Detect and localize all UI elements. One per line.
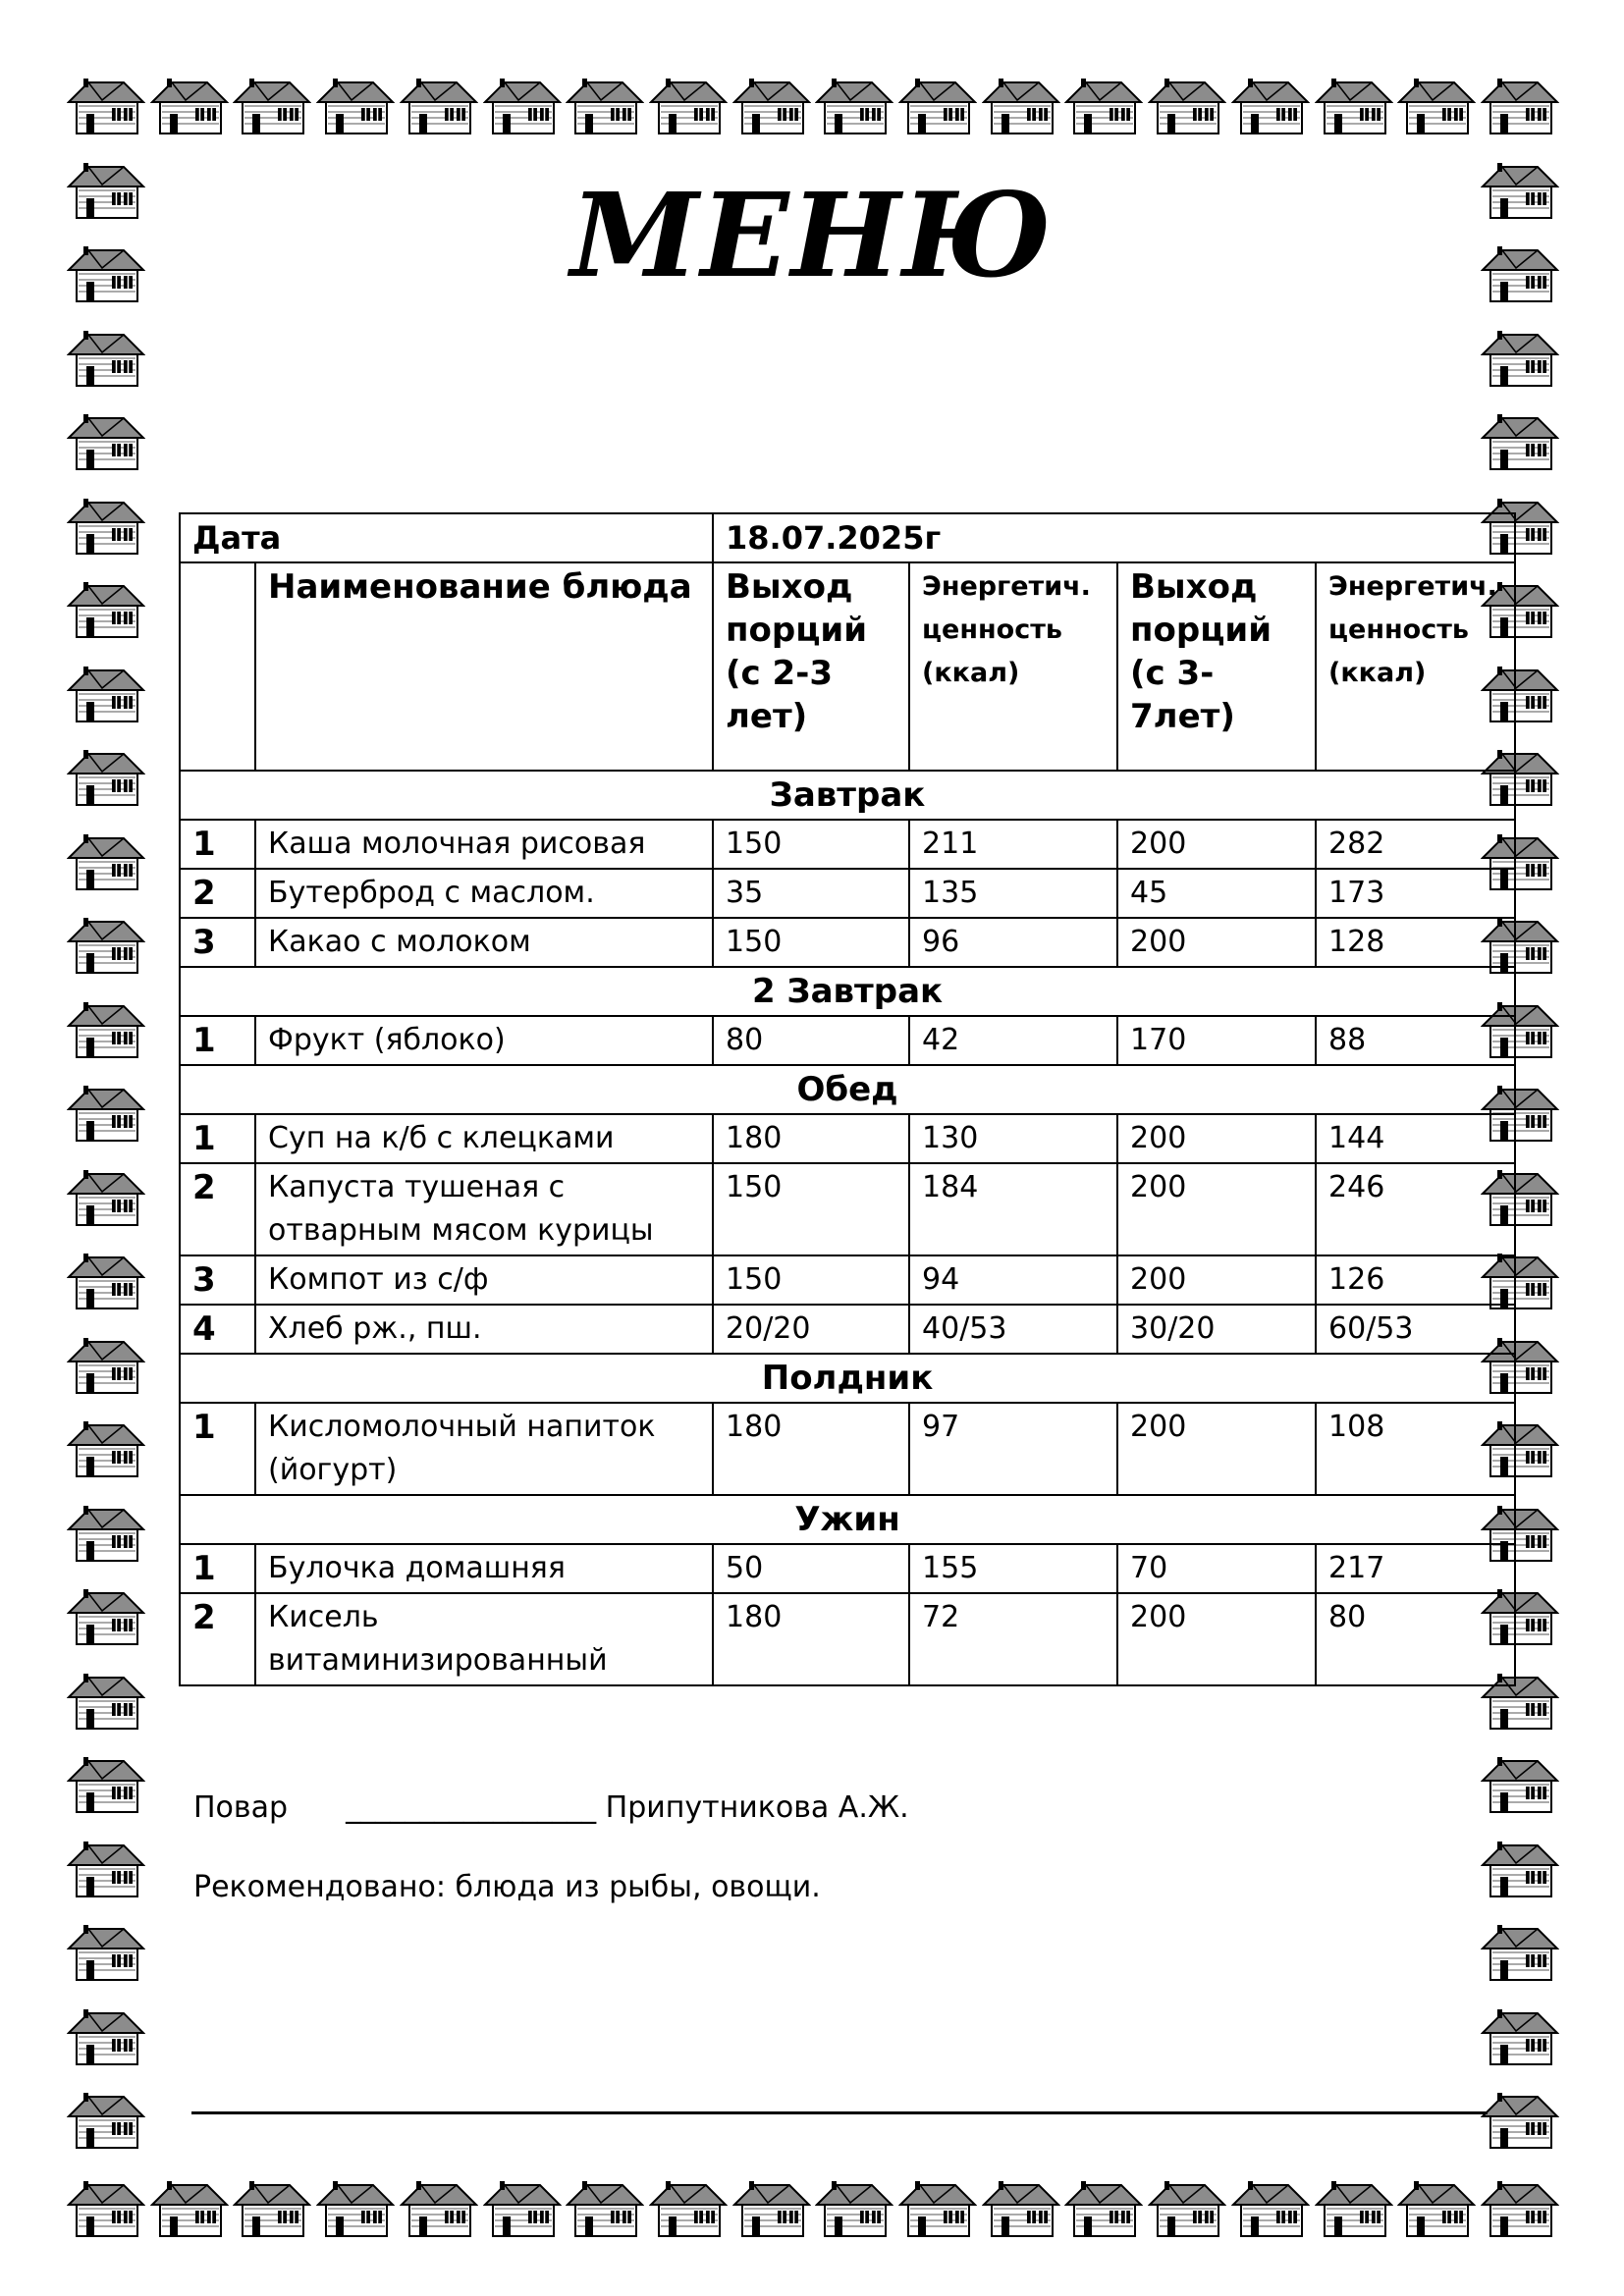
house-icon (898, 2179, 977, 2238)
yield-2-3: 150 (713, 918, 909, 967)
house-icon (1397, 2179, 1476, 2238)
energy-3-7: 60/53 (1316, 1305, 1515, 1354)
dish-name: Капуста тушеная с отварным мясом курицы (255, 1163, 713, 1255)
house-icon (67, 1840, 145, 1898)
house-icon (1481, 2091, 1559, 2150)
row-number: 1 (180, 1403, 255, 1495)
house-icon (400, 2179, 478, 2238)
house-icon (67, 497, 145, 556)
table-row (180, 1163, 1515, 1255)
header-dish: Наименование блюда (255, 562, 713, 771)
recommendation: Рекомендовано: блюда из рыбы, овощи. (193, 1870, 821, 1904)
house-icon (1481, 1755, 1559, 1814)
date-row (180, 513, 1515, 562)
cook-signature-line: _________________ (346, 1790, 597, 1825)
yield-3-7: 200 (1117, 1114, 1316, 1163)
menu-table (179, 512, 1516, 1686)
energy-2-3: 96 (909, 918, 1117, 967)
header-energy-2-3: Энергетич. ценность (ккал) (909, 562, 1117, 771)
header-num-cell (180, 562, 255, 771)
row-number: 1 (180, 1544, 255, 1593)
house-icon (67, 77, 145, 135)
yield-3-7: 45 (1117, 869, 1316, 918)
energy-3-7: 88 (1316, 1016, 1515, 1065)
row-number: 4 (180, 1305, 255, 1354)
cook-label: Повар (193, 1790, 289, 1825)
energy-2-3: 135 (909, 869, 1117, 918)
yield-2-3: 180 (713, 1114, 909, 1163)
house-icon (67, 665, 145, 723)
yield-3-7: 200 (1117, 820, 1316, 869)
yield-3-7: 200 (1117, 1255, 1316, 1305)
cook-name: Припутникова А.Ж. (605, 1790, 909, 1825)
yield-2-3: 150 (713, 1255, 909, 1305)
row-number: 1 (180, 820, 255, 869)
house-icon (732, 2179, 811, 2238)
energy-3-7: 126 (1316, 1255, 1515, 1305)
house-icon (233, 2179, 311, 2238)
house-icon (732, 77, 811, 135)
header-row (180, 562, 1515, 771)
house-icon (1397, 77, 1476, 135)
page-title: МЕНЮ (570, 167, 1054, 303)
date-label: Дата (180, 513, 713, 562)
table-row (180, 1016, 1515, 1065)
row-number: 3 (180, 1255, 255, 1305)
dish-name: Компот из с/ф (255, 1255, 713, 1305)
yield-2-3: 150 (713, 1163, 909, 1255)
section-title: Обед (180, 1065, 1515, 1114)
yield-3-7: 170 (1117, 1016, 1316, 1065)
dish-name: Бутерброд с маслом. (255, 869, 713, 918)
house-icon (150, 2179, 229, 2238)
house-icon (316, 77, 395, 135)
house-icon (649, 77, 728, 135)
house-icon (67, 1672, 145, 1731)
house-icon (1231, 77, 1310, 135)
yield-2-3: 50 (713, 1544, 909, 1593)
energy-2-3: 130 (909, 1114, 1117, 1163)
header-yield-3-7: Выход порций (с 3-7лет) (1117, 562, 1316, 771)
energy-2-3: 211 (909, 820, 1117, 869)
energy-3-7: 217 (1316, 1544, 1515, 1593)
dish-name: Кисломолочный напиток (йогурт) (255, 1403, 713, 1495)
yield-2-3: 150 (713, 820, 909, 869)
house-icon (67, 1168, 145, 1227)
house-icon (1315, 77, 1393, 135)
energy-3-7: 282 (1316, 820, 1515, 869)
yield-2-3: 80 (713, 1016, 909, 1065)
section-title: Полдник (180, 1354, 1515, 1403)
section-title: 2 Завтрак (180, 967, 1515, 1016)
house-icon (483, 77, 562, 135)
energy-3-7: 246 (1316, 1163, 1515, 1255)
yield-3-7: 70 (1117, 1544, 1316, 1593)
house-icon (67, 748, 145, 807)
yield-2-3: 180 (713, 1403, 909, 1495)
yield-3-7: 30/20 (1117, 1305, 1316, 1354)
house-icon (67, 1504, 145, 1563)
energy-3-7: 108 (1316, 1403, 1515, 1495)
house-icon (316, 2179, 395, 2238)
house-icon (67, 1755, 145, 1814)
yield-3-7: 200 (1117, 918, 1316, 967)
house-icon (982, 2179, 1060, 2238)
bottom-rule (191, 2111, 1488, 2114)
yield-2-3: 180 (713, 1593, 909, 1685)
house-icon (67, 832, 145, 891)
table-row (180, 1255, 1515, 1305)
house-icon (1481, 1840, 1559, 1898)
energy-3-7: 128 (1316, 918, 1515, 967)
section-row (180, 1495, 1515, 1544)
house-icon (815, 2179, 893, 2238)
house-icon (67, 580, 145, 639)
section-row (180, 1065, 1515, 1114)
energy-2-3: 155 (909, 1544, 1117, 1593)
table-row (180, 820, 1515, 869)
dish-name: Фрукт (яблоко) (255, 1016, 713, 1065)
house-icon (649, 2179, 728, 2238)
house-icon (67, 2179, 145, 2238)
house-icon (150, 77, 229, 135)
house-icon (1481, 1923, 1559, 1982)
section-title: Ужин (180, 1495, 1515, 1544)
house-icon (815, 77, 893, 135)
table-row (180, 918, 1515, 967)
energy-3-7: 80 (1316, 1593, 1515, 1685)
cook-signature (193, 1789, 909, 1828)
energy-2-3: 97 (909, 1403, 1117, 1495)
energy-3-7: 144 (1316, 1114, 1515, 1163)
yield-3-7: 200 (1117, 1593, 1316, 1685)
house-icon (67, 1000, 145, 1059)
date-value: 18.07.2025г (713, 513, 1515, 562)
house-icon (982, 77, 1060, 135)
table-row (180, 869, 1515, 918)
house-icon (67, 1084, 145, 1143)
house-icon (1481, 2007, 1559, 2066)
house-icon (67, 1923, 145, 1982)
house-icon (1481, 329, 1559, 388)
house-icon (566, 77, 644, 135)
dish-name: Кисель витаминизированный (255, 1593, 713, 1685)
house-icon (67, 916, 145, 975)
energy-3-7: 173 (1316, 869, 1515, 918)
table-row (180, 1403, 1515, 1495)
house-icon (67, 329, 145, 388)
house-icon (483, 2179, 562, 2238)
yield-2-3: 20/20 (713, 1305, 909, 1354)
section-row (180, 967, 1515, 1016)
house-icon (1064, 2179, 1143, 2238)
yield-3-7: 200 (1117, 1163, 1316, 1255)
table-row (180, 1593, 1515, 1685)
energy-2-3: 40/53 (909, 1305, 1117, 1354)
dish-name: Каша молочная рисовая (255, 820, 713, 869)
row-number: 1 (180, 1016, 255, 1065)
dish-name: Какао с молоком (255, 918, 713, 967)
dish-name: Суп на к/б с клецками (255, 1114, 713, 1163)
house-icon (898, 77, 977, 135)
row-number: 2 (180, 1593, 255, 1685)
yield-3-7: 200 (1117, 1403, 1316, 1495)
house-icon (1064, 77, 1143, 135)
header-energy-3-7: Энергетич. ценность (ккал) (1316, 562, 1515, 771)
house-icon (67, 2007, 145, 2066)
dish-name: Булочка домашняя (255, 1544, 713, 1593)
row-number: 2 (180, 1163, 255, 1255)
section-row (180, 771, 1515, 820)
house-icon (67, 2091, 145, 2150)
house-icon (1481, 2179, 1559, 2238)
section-title: Завтрак (180, 771, 1515, 820)
house-icon (566, 2179, 644, 2238)
house-icon (400, 77, 478, 135)
energy-2-3: 72 (909, 1593, 1117, 1685)
house-icon (67, 1587, 145, 1646)
house-icon (67, 412, 145, 471)
row-number: 3 (180, 918, 255, 967)
row-number: 1 (180, 1114, 255, 1163)
dish-name: Хлеб рж., пш. (255, 1305, 713, 1354)
house-icon (1148, 77, 1226, 135)
table-row (180, 1114, 1515, 1163)
house-icon (233, 77, 311, 135)
yield-2-3: 35 (713, 869, 909, 918)
row-number: 2 (180, 869, 255, 918)
house-icon (1481, 412, 1559, 471)
house-icon (1231, 2179, 1310, 2238)
section-row (180, 1354, 1515, 1403)
house-icon (67, 1252, 145, 1310)
house-icon (1315, 2179, 1393, 2238)
house-icon (1148, 2179, 1226, 2238)
house-icon (67, 1419, 145, 1478)
table-row (180, 1305, 1515, 1354)
energy-2-3: 184 (909, 1163, 1117, 1255)
table-row (180, 1544, 1515, 1593)
house-icon (67, 1336, 145, 1395)
energy-2-3: 94 (909, 1255, 1117, 1305)
header-yield-2-3: Выход порций (с 2-3 лет) (713, 562, 909, 771)
energy-2-3: 42 (909, 1016, 1117, 1065)
house-icon (1481, 77, 1559, 135)
